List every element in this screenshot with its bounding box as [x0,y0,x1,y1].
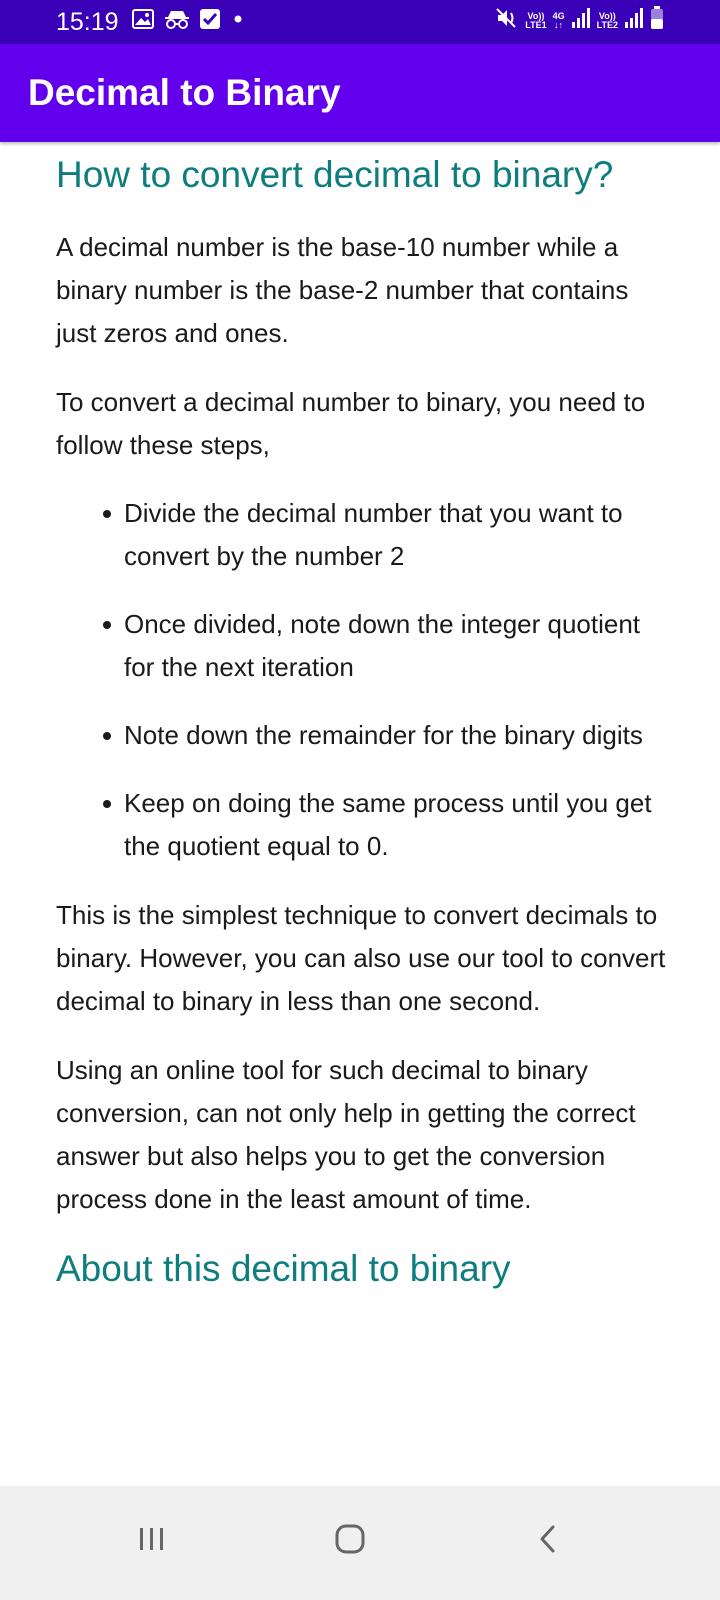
paragraph-online-tool: Using an online tool for such decimal to binary conversion, can not only help in getting the correct answer but also helps you to get the conversion process done in the least amount of time. [56,1055,636,1214]
home-button[interactable] [320,1516,380,1566]
list-item: Once divided, note down the integer quotient for the next iteration [124,603,666,689]
signal-icon [624,7,644,34]
status-bar [0,0,720,44]
recent-apps-icon [137,1525,167,1558]
list-item: Note down the remainder for the binary digits [124,714,666,757]
article-content[interactable] [56,142,666,1299]
list-item: Divide the decimal number that you want to convert by the number 2 [124,492,666,578]
4g-icon: 4G ↓↑ [552,10,565,30]
status-time: 15:19 [56,8,119,36]
signal-icon [571,7,591,34]
status-left-icons [132,9,246,34]
page-title: Decimal to Binary [28,72,341,113]
incognito-icon [164,9,190,34]
battery-icon [650,6,664,35]
list-item: Keep on doing the same process until you get the quotient equal to 0. [124,782,666,868]
steps-list [56,492,666,868]
mute-icon [495,6,519,35]
section-heading-about: About this decimal to binary [56,1248,511,1289]
app-bar [0,44,720,142]
home-icon [334,1523,366,1560]
section-heading-how-to-convert: How to convert decimal to binary? [56,154,614,195]
back-icon [537,1524,559,1559]
gallery-icon [132,9,154,34]
paragraph-intro: A decimal number is the base-10 number while a binary number is the base-2 number that contains just zeros and ones. [56,232,629,348]
paragraph-steps-intro: To convert a decimal number to binary, you need to follow these steps, [56,387,646,460]
volte-lte1-icon: Vo)) LTE1 [525,10,547,30]
status-right-icons [495,6,664,35]
dot-icon [230,9,246,34]
recent-apps-button[interactable] [122,1516,182,1566]
checkbox-icon [200,9,220,34]
navigation-bar [0,1486,720,1600]
back-button[interactable] [518,1516,578,1566]
paragraph-simplest-technique: This is the simplest technique to convert decimals to binary. However, you can also use our tool to convert decimal to binary in less than one second. [56,900,666,1016]
volte-lte2-icon: Vo)) LTE2 [596,10,618,30]
